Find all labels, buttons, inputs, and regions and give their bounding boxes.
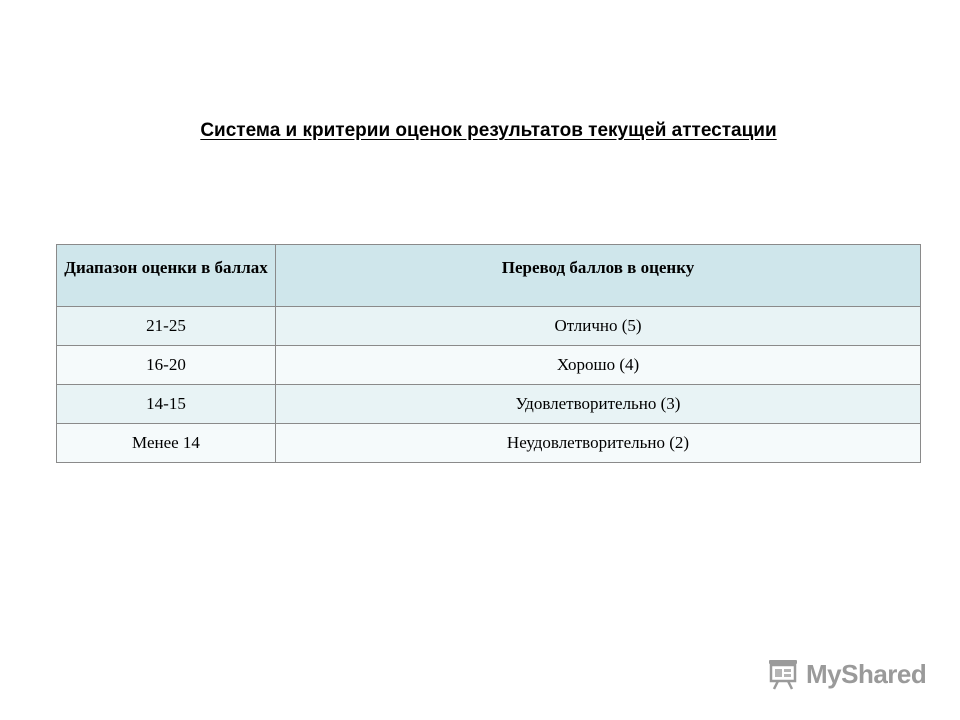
watermark-text: MyShared bbox=[806, 658, 927, 689]
header-grade-conversion: Перевод баллов в оценку bbox=[276, 245, 921, 307]
table-header-row bbox=[57, 245, 921, 307]
cell-grade: Отлично (5) bbox=[276, 307, 921, 346]
cell-score-range: Менее 14 bbox=[57, 424, 276, 463]
table-row bbox=[57, 385, 921, 424]
presentation-board-icon bbox=[766, 657, 800, 691]
cell-score-range: 16-20 bbox=[57, 346, 276, 385]
cell-grade: Удовлетворительно (3) bbox=[276, 385, 921, 424]
table-row bbox=[57, 424, 921, 463]
cell-grade: Неудовлетворительно (2) bbox=[276, 424, 921, 463]
grading-criteria-table bbox=[56, 244, 921, 463]
slide-title: Система и критерии оценок результатов текущей аттестации bbox=[200, 120, 777, 141]
cell-score-range: 21-25 bbox=[57, 307, 276, 346]
table-row bbox=[57, 307, 921, 346]
header-score-range: Диапазон оценки в баллах bbox=[57, 245, 276, 307]
cell-grade: Хорошо (4) bbox=[276, 346, 921, 385]
cell-score-range: 14-15 bbox=[57, 385, 276, 424]
myshared-watermark bbox=[766, 656, 926, 692]
table-row bbox=[57, 346, 921, 385]
